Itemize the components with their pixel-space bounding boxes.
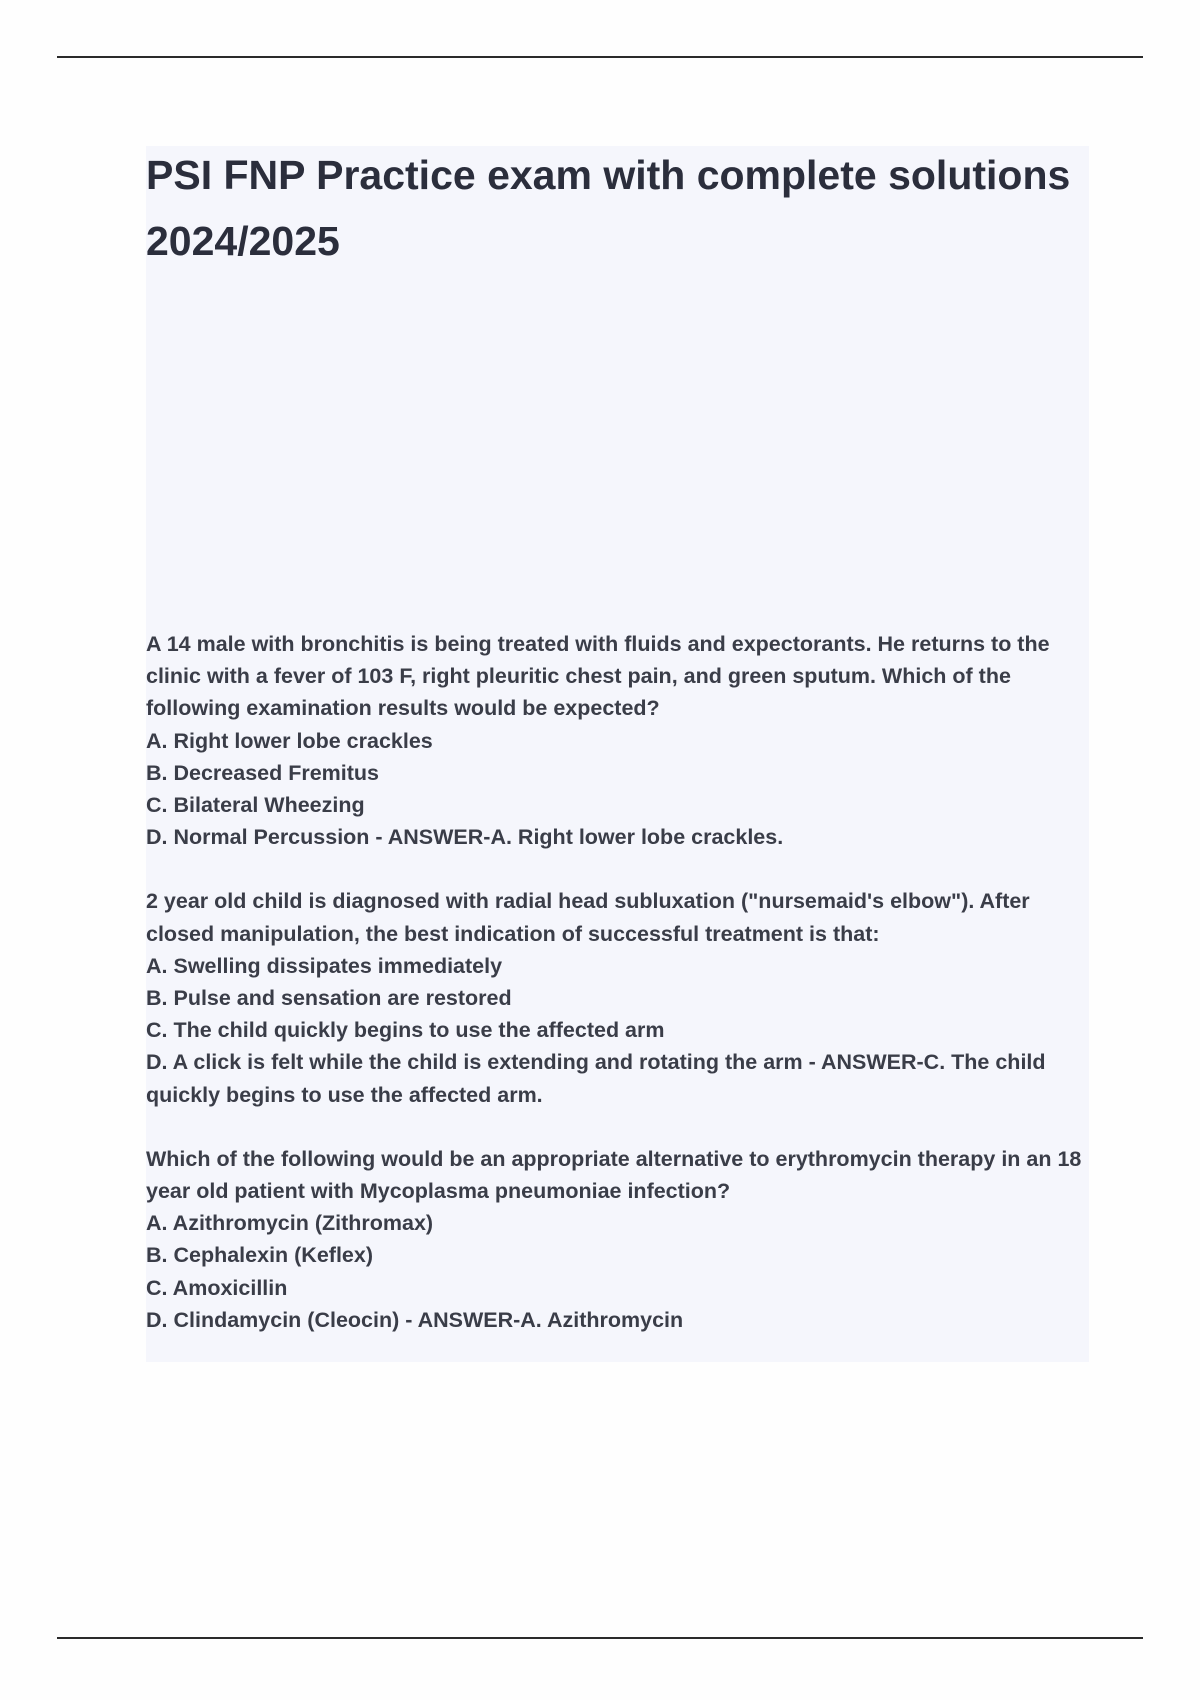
answer-option: D. Clindamycin (Cleocin) - ANSWER-A. Azithromycin — [146, 1307, 684, 1332]
answer-option: C. The child quickly begins to use the affected arm — [146, 1018, 665, 1043]
answer-option: A. Azithromycin (Zithromax) — [146, 1211, 434, 1236]
footer-rule — [57, 1637, 1143, 1639]
answer-option: B. Pulse and sensation are restored — [146, 986, 512, 1011]
answer-option: D. A click is felt while the child is extending and rotating the arm - ANSWER-C. The child quickly begins to use the affected arm. — [146, 1050, 1046, 1107]
answer-option: D. Normal Percussion - ANSWER-A. Right lower lobe crackles. — [146, 825, 784, 850]
question-item — [146, 885, 1086, 1110]
answer-option: C. Bilateral Wheezing — [146, 793, 365, 818]
answer-option: A. Right lower lobe crackles — [146, 728, 433, 753]
answer-option: C. Amoxicillin — [146, 1275, 288, 1300]
question-stem: A 14 male with bronchitis is being treated with fluids and expectorants. He returns to the clinic with a fever of 103 F, right pleuritic chest pain, and green sputum. Which of the following examination results would be expected? — [146, 632, 1050, 721]
question-item — [146, 628, 1086, 853]
document-title: PSI FNP Practice exam with complete solutions 2024/2025 — [146, 152, 1071, 264]
answer-option: A. Swelling dissipates immediately — [146, 953, 503, 978]
header-rule — [57, 56, 1143, 58]
question-stem: 2 year old child is diagnosed with radial head subluxation ("nursemaid's elbow"). After closed manipulation, the best indication of successful treatment is that: — [146, 889, 1030, 946]
answer-option: B. Cephalexin (Keflex) — [146, 1243, 373, 1268]
question-stem: Which of the following would be an appropriate alternative to erythromycin therapy in an 18 year old patient with Mycoplasma pneumoniae infection? — [146, 1146, 1082, 1204]
question-list — [146, 628, 1086, 1368]
question-item — [146, 1143, 1086, 1336]
answer-option: B. Decreased Fremitus — [146, 760, 380, 785]
